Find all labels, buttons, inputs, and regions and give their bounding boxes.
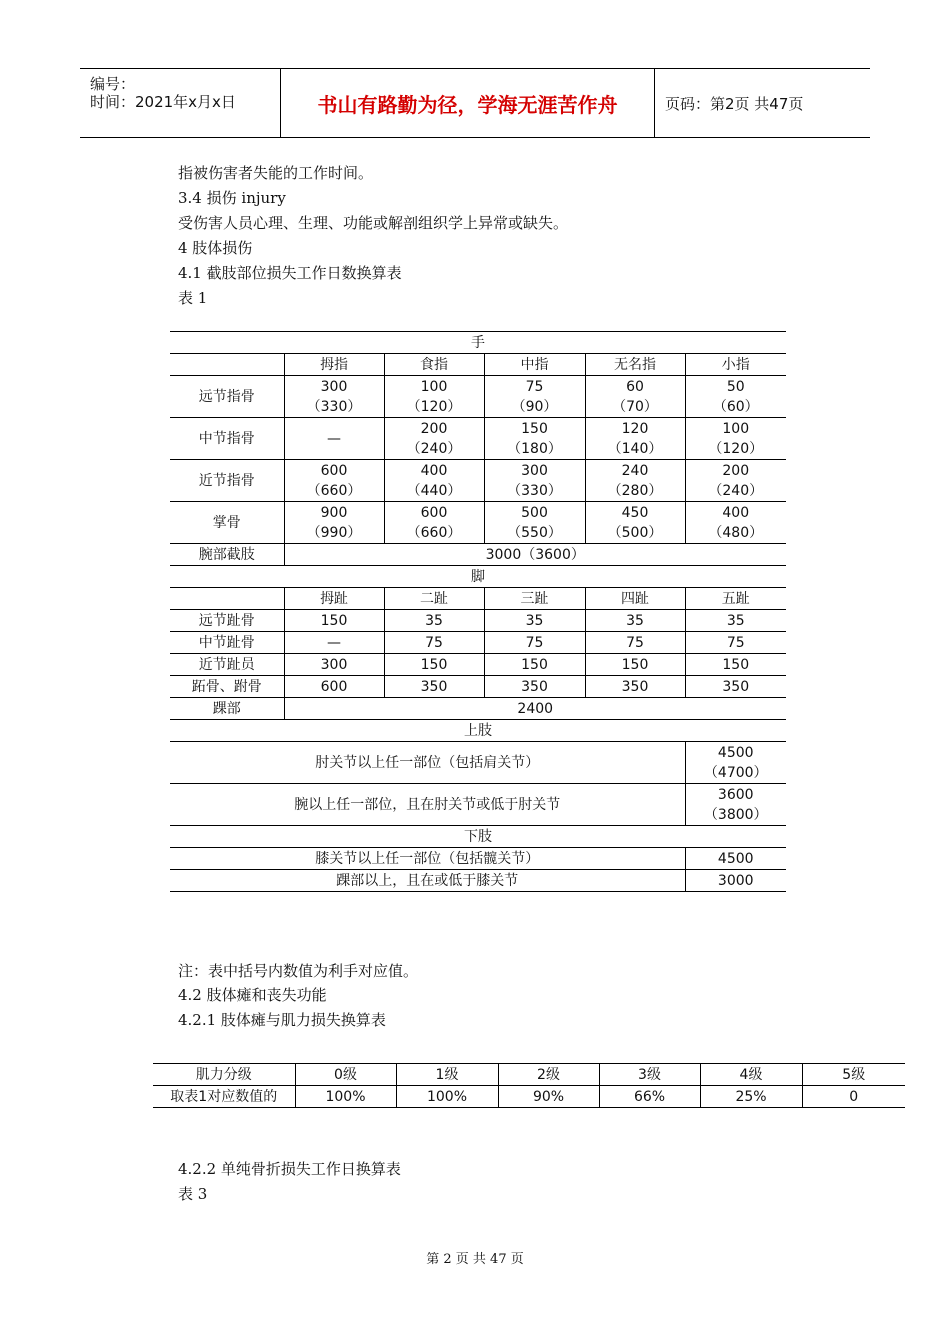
cell-line: （280） <box>607 482 663 499</box>
table-cell <box>585 376 685 418</box>
table-cell: 3级 <box>599 1064 700 1086</box>
table-row <box>170 784 786 826</box>
cell-line: （120） <box>708 440 764 457</box>
cell-line: （480） <box>708 524 764 541</box>
table-cell: 4500 <box>685 848 786 870</box>
column-header: 五趾 <box>685 588 786 610</box>
table-cell <box>685 742 786 784</box>
cell-line: 60 <box>626 378 644 395</box>
table-cell <box>384 376 484 418</box>
table-cell <box>384 418 484 460</box>
table-row <box>153 1064 905 1086</box>
cell-line: （3800） <box>703 806 768 823</box>
table-cell: 2400 <box>284 698 786 720</box>
table-cell <box>484 460 585 502</box>
cell-line: 300 <box>521 462 548 479</box>
body-line: 受伤害人员心理、生理、功能或解剖组织学上异常或缺失。 <box>178 214 569 232</box>
cell-line: （240） <box>708 482 764 499</box>
cell-line: 900 <box>320 504 348 521</box>
cell-line: 240 <box>621 462 649 479</box>
column-header: 中指 <box>484 354 585 376</box>
cell-line: — <box>327 430 341 447</box>
table-cell <box>384 460 484 502</box>
table-row <box>170 720 786 742</box>
table-row <box>170 566 786 588</box>
cell-line: （60） <box>712 398 759 415</box>
cell-line: 75 <box>525 378 544 395</box>
table-cell: 75 <box>384 632 484 654</box>
row-label: 取表1对应数值的 <box>153 1086 295 1108</box>
table-caption: 表 3 <box>178 1185 208 1203</box>
cell-line: （120） <box>406 398 462 415</box>
cell-line: （4700） <box>703 764 768 781</box>
table-row <box>170 848 786 870</box>
table-row <box>153 1086 905 1108</box>
row-label: 中节趾骨 <box>170 632 284 654</box>
cell-line: 120 <box>621 420 649 437</box>
column-header: 拇指 <box>284 354 384 376</box>
table-cell: 300 <box>284 654 384 676</box>
cell-line: （180） <box>507 440 562 457</box>
table-cell <box>585 418 685 460</box>
table-cell <box>585 502 685 544</box>
row-label: 跖骨、跗骨 <box>170 676 284 698</box>
table-cell: 150 <box>685 654 786 676</box>
table-row <box>170 632 786 654</box>
table-cell: 4级 <box>700 1064 802 1086</box>
table-cell: 35 <box>585 610 685 632</box>
table-cell: 25% <box>700 1086 802 1108</box>
table-cell <box>685 460 786 502</box>
row-label: 腕部截肢 <box>170 544 284 566</box>
table-note: 注：表中括号内数值为利手对应值。 <box>178 962 419 980</box>
table-row <box>170 376 786 418</box>
table-row <box>170 610 786 632</box>
section-heading: 4.1 截肢部位损失工作日数换算表 <box>178 264 402 282</box>
cell-line: 100 <box>722 420 750 437</box>
table-row <box>170 418 786 460</box>
row-label: 远节趾骨 <box>170 610 284 632</box>
table-cell <box>284 418 384 460</box>
table-cell <box>685 418 786 460</box>
cell-line: （990） <box>306 524 362 541</box>
section-heading: 4.2 肢体瘫和丧失功能 <box>178 986 327 1004</box>
table-cell: 100% <box>295 1086 396 1108</box>
cell-line: （330） <box>306 398 362 415</box>
table-cell <box>484 502 585 544</box>
header-motto: 书山有路勤为径，学海无涯苦作舟 <box>281 69 655 137</box>
table-row <box>170 460 786 502</box>
cell-line: （90） <box>511 398 558 415</box>
cell-line: （500） <box>607 524 663 541</box>
table-cell <box>284 460 384 502</box>
number-label: 编号： <box>90 75 136 93</box>
table-row <box>170 654 786 676</box>
section-title-upper: 上肢 <box>170 720 786 742</box>
cell-line: （140） <box>607 440 663 457</box>
table-cell: 150 <box>284 610 384 632</box>
column-header <box>170 588 284 610</box>
table-cell: 350 <box>685 676 786 698</box>
section-title-hand: 手 <box>170 332 786 354</box>
table-cell <box>284 502 384 544</box>
table-cell: 100% <box>396 1086 498 1108</box>
table-cell <box>585 460 685 502</box>
column-header: 拇趾 <box>284 588 384 610</box>
column-header: 三趾 <box>484 588 585 610</box>
table-cell: 35 <box>484 610 585 632</box>
row-label: 掌骨 <box>170 502 284 544</box>
table-cell: — <box>284 632 384 654</box>
row-label: 踝部以上，且在或低于膝关节 <box>170 870 685 892</box>
table-cell: 0级 <box>295 1064 396 1086</box>
header-meta <box>80 69 281 137</box>
table-row <box>170 544 786 566</box>
cell-line: 100 <box>420 378 448 395</box>
table-cell: 350 <box>384 676 484 698</box>
table-cell: 66% <box>599 1086 700 1108</box>
page-footer: 第 2 页 共 47 页 <box>426 1252 524 1267</box>
cell-line: 600 <box>420 504 448 521</box>
row-label: 肘关节以上任一部位（包括肩关节） <box>170 742 685 784</box>
table-cell: 150 <box>384 654 484 676</box>
cell-line: （550） <box>507 524 562 541</box>
row-label: 肌力分级 <box>153 1064 295 1086</box>
table-cell: 350 <box>585 676 685 698</box>
cell-line: （70） <box>612 398 658 415</box>
section-heading: 4 肢体损伤 <box>178 239 253 257</box>
table-row <box>170 698 786 720</box>
cell-line: 450 <box>621 504 649 521</box>
table-cell <box>685 376 786 418</box>
table-row <box>170 870 786 892</box>
table-cell <box>685 502 786 544</box>
section-title-lower: 下肢 <box>170 826 786 848</box>
column-header: 无名指 <box>585 354 685 376</box>
cell-line: 4500 <box>717 744 754 761</box>
cell-line: （660） <box>406 524 462 541</box>
table-cell <box>284 376 384 418</box>
column-header <box>170 354 284 376</box>
table-cell: 600 <box>284 676 384 698</box>
cell-line: 3600 <box>717 786 754 803</box>
table-cell: 90% <box>498 1086 599 1108</box>
row-label: 近节指骨 <box>170 460 284 502</box>
table-cell: 1级 <box>396 1064 498 1086</box>
cell-line: （440） <box>406 482 462 499</box>
cell-line: 200 <box>722 462 750 479</box>
table-cell <box>484 418 585 460</box>
table-row <box>170 676 786 698</box>
column-header: 食指 <box>384 354 484 376</box>
column-header: 四趾 <box>585 588 685 610</box>
cell-line: 500 <box>521 504 548 521</box>
muscle-strength-table <box>153 1063 905 1108</box>
cell-line: （660） <box>306 482 362 499</box>
table-cell: 3000（3600） <box>284 544 786 566</box>
cell-line: 400 <box>420 462 448 479</box>
table-cell <box>384 502 484 544</box>
cell-line: 150 <box>521 420 548 437</box>
section-heading: 4.2.2 单纯骨折损失工作日换算表 <box>178 1160 401 1178</box>
page-header <box>80 68 870 138</box>
row-label: 远节指骨 <box>170 376 284 418</box>
cell-line: 300 <box>320 378 348 395</box>
table-cell: 350 <box>484 676 585 698</box>
cell-line: 400 <box>722 504 750 521</box>
row-label: 膝关节以上任一部位（包括髋关节） <box>170 848 685 870</box>
table-cell: 5级 <box>802 1064 905 1086</box>
table-cell: 75 <box>685 632 786 654</box>
row-label: 中节指骨 <box>170 418 284 460</box>
table-cell <box>685 784 786 826</box>
cell-line: （240） <box>406 440 462 457</box>
table-cell: 150 <box>484 654 585 676</box>
table-cell <box>484 376 585 418</box>
table-cell: 2级 <box>498 1064 599 1086</box>
row-label: 近节趾员 <box>170 654 284 676</box>
cell-line: 600 <box>320 462 348 479</box>
header-page-info: 页码：第2页 共47页 <box>665 94 804 113</box>
table-row <box>170 826 786 848</box>
table-row <box>170 588 786 610</box>
cell-line: （330） <box>507 482 562 499</box>
table-row <box>170 332 786 354</box>
table-cell: 0 <box>802 1086 905 1108</box>
section-title-foot: 脚 <box>170 566 786 588</box>
table-cell: 35 <box>384 610 484 632</box>
time-label: 时间：2021年x月x日 <box>90 93 236 111</box>
table-caption: 表 1 <box>178 289 208 307</box>
row-label: 腕以上任一部位，且在肘关节或低于肘关节 <box>170 784 685 826</box>
table-cell: 75 <box>585 632 685 654</box>
table-row <box>170 354 786 376</box>
table-cell: 35 <box>685 610 786 632</box>
column-header: 小指 <box>685 354 786 376</box>
body-line: 指被伤害者失能的工作时间。 <box>178 164 374 182</box>
section-heading: 4.2.1 肢体瘫与肌力损失换算表 <box>178 1011 386 1029</box>
column-header: 二趾 <box>384 588 484 610</box>
table-row <box>170 742 786 784</box>
cell-line: 50 <box>726 378 745 395</box>
body-line: 3.4 损伤 injury <box>178 189 286 207</box>
row-label: 踝部 <box>170 698 284 720</box>
table-cell: 150 <box>585 654 685 676</box>
table-cell: 3000 <box>685 870 786 892</box>
amputation-table <box>170 331 786 892</box>
table-row <box>170 502 786 544</box>
cell-line: 200 <box>420 420 448 437</box>
table-cell: 75 <box>484 632 585 654</box>
